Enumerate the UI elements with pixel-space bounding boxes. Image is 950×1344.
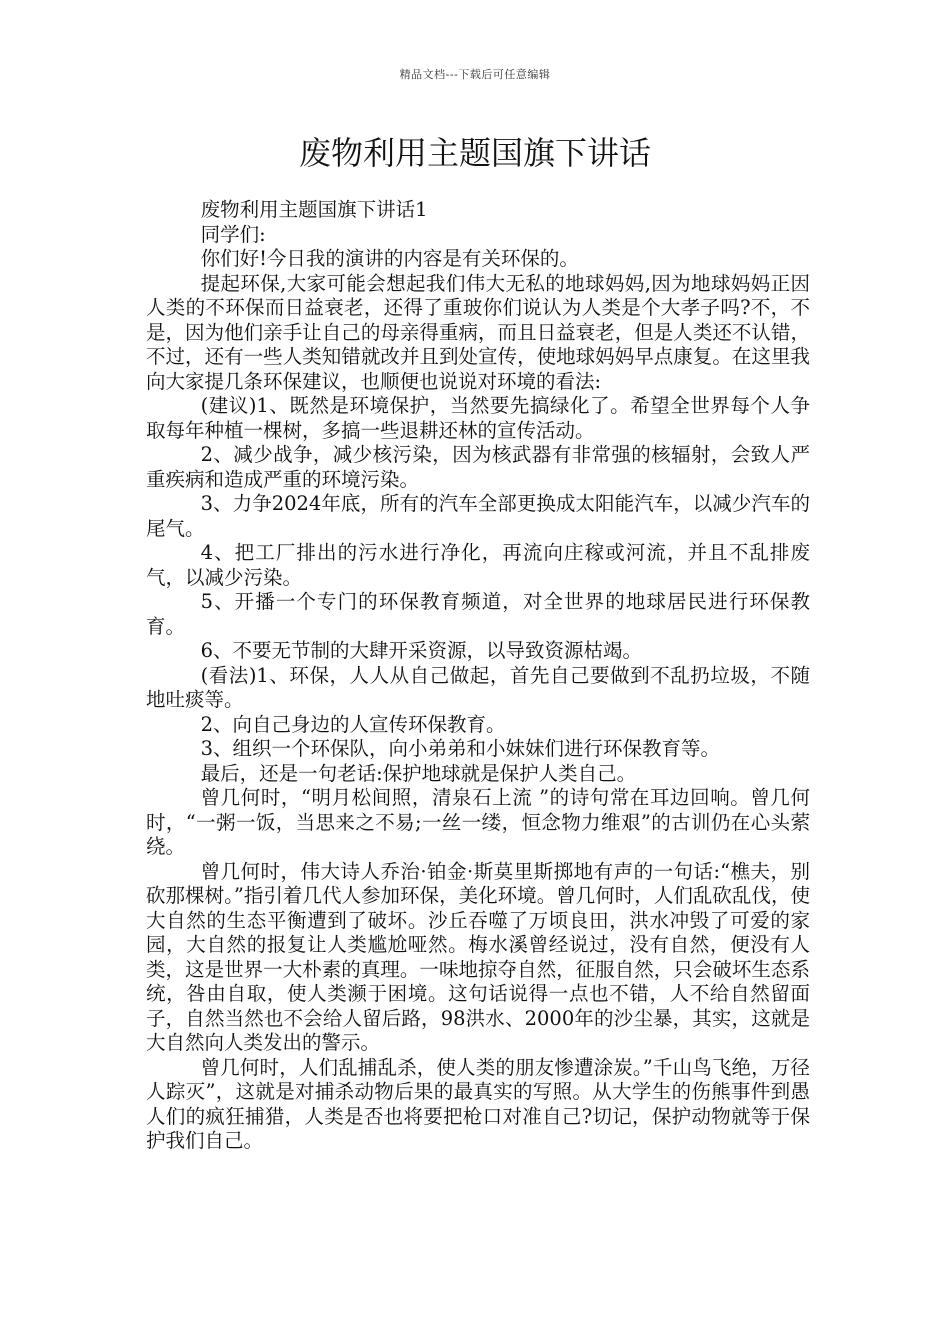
- paragraph: 曾几何时，“明月松间照，清泉石上流 ”的诗句常在耳边回响。曾几何时，“一粥一饭，当思来之不易;一丝一缕，恒念物力维艰”的古训仍在心头萦绕。: [146, 786, 810, 858]
- paragraph: (看法)1、环保，人人从自己做起，首先自己要做到不乱扔垃圾，不随地吐痰等。: [146, 663, 810, 711]
- paragraph: 2、减少战争，减少核污染，因为核武器有非常强的核辐射，会致人严重疾病和造成严重的环境污染。: [146, 443, 810, 491]
- document-title: 废物利用主题国旗下讲话: [298, 134, 651, 172]
- paragraph: 6、不要无节制的大肆开采资源，以导致资源枯竭。: [200, 639, 643, 662]
- paragraph: 4、把工厂排出的污水进行净化，再流向庄稼或河流，并且不乱排废气，以减少污染。: [146, 541, 810, 589]
- paragraph: 3、组织一个环保队，向小弟弟和小妹妹们进行环保教育等。: [200, 737, 721, 760]
- paragraph: (建议)1、既然是环境保护，当然要先搞绿化了。希望全世界每个人争取每年种植一棵树，多搞一些退耕还林的宣传活动。: [146, 394, 810, 442]
- document-body: [146, 198, 810, 1154]
- paragraph: 最后，还是一句老话:保护地球就是保护人类自己。: [200, 761, 637, 785]
- paragraph: 废物利用主题国旗下讲话1: [200, 198, 428, 221]
- paragraph: 5、开播一个专门的环保教育频道，对全世界的地球居民进行环保教育。: [146, 590, 810, 638]
- paragraph: 2、向自己身边的人宣传环保教育。: [200, 712, 506, 736]
- paragraph: 你们好!今日我的演讲的内容是有关环保的。: [200, 247, 579, 270]
- paragraph: 同学们:: [200, 222, 266, 246]
- paragraph: 提起环保,大家可能会想起我们伟大无私的地球妈妈,因为地球妈妈正因人类的不环保而日益衰老，还得了重玻你们说认为人类是个大孝子吗?不，不是，因为他们亲手让自己的母亲得重病，而且日益衰老，但是人类还不认错，不过，还有一些人类知错就改并且到处宣传，使地球妈妈早点康复。在这里我向大家提几条环保建议，也顺便也说说对环境的看法:: [146, 271, 810, 393]
- paragraph: 3、力争2024年底，所有的汽车全部更换成太阳能汽车，以减少汽车的尾气。: [146, 492, 810, 540]
- paragraph: 曾几何时，人们乱捕乱杀，使人类的朋友惨遭涂炭。”千山鸟飞绝，万径人踪灭”，这就是对捕杀动物后果的最真实的写照。从大学生的伤熊事件到愚人们的疯狂捕猎，人类是否也将要把枪口对准自己?切记，保护动物就等于保护我们自己。: [146, 1055, 810, 1152]
- paragraph: 曾几何时，伟大诗人乔治·铂金·斯莫里斯掷地有声的一句话:“樵夫，别砍那棵树。”指引着几代人参加环保，美化环境。曾几何时，人们乱砍乱伐，使大自然的生态平衡遭到了破坏。沙丘吞噬了万顷良田，洪水冲毁了可爱的家园，大自然的报复让人类尴尬哑然。梅水溪曾经说过，没有自然，便没有人类，这是世界一大朴素的真理。一味地掠夺自然，征服自然，只会破坏生态系统，咎由自取，使人类濒于困境。这句话说得一点也不错，人不给自然留面子，自然当然也不会给人留后路，98洪水、2000年的沙尘暴，其实，这就是大自然向人类发出的警示。: [146, 859, 810, 1054]
- header-note: 精品文档---下载后可任意编辑: [399, 68, 551, 81]
